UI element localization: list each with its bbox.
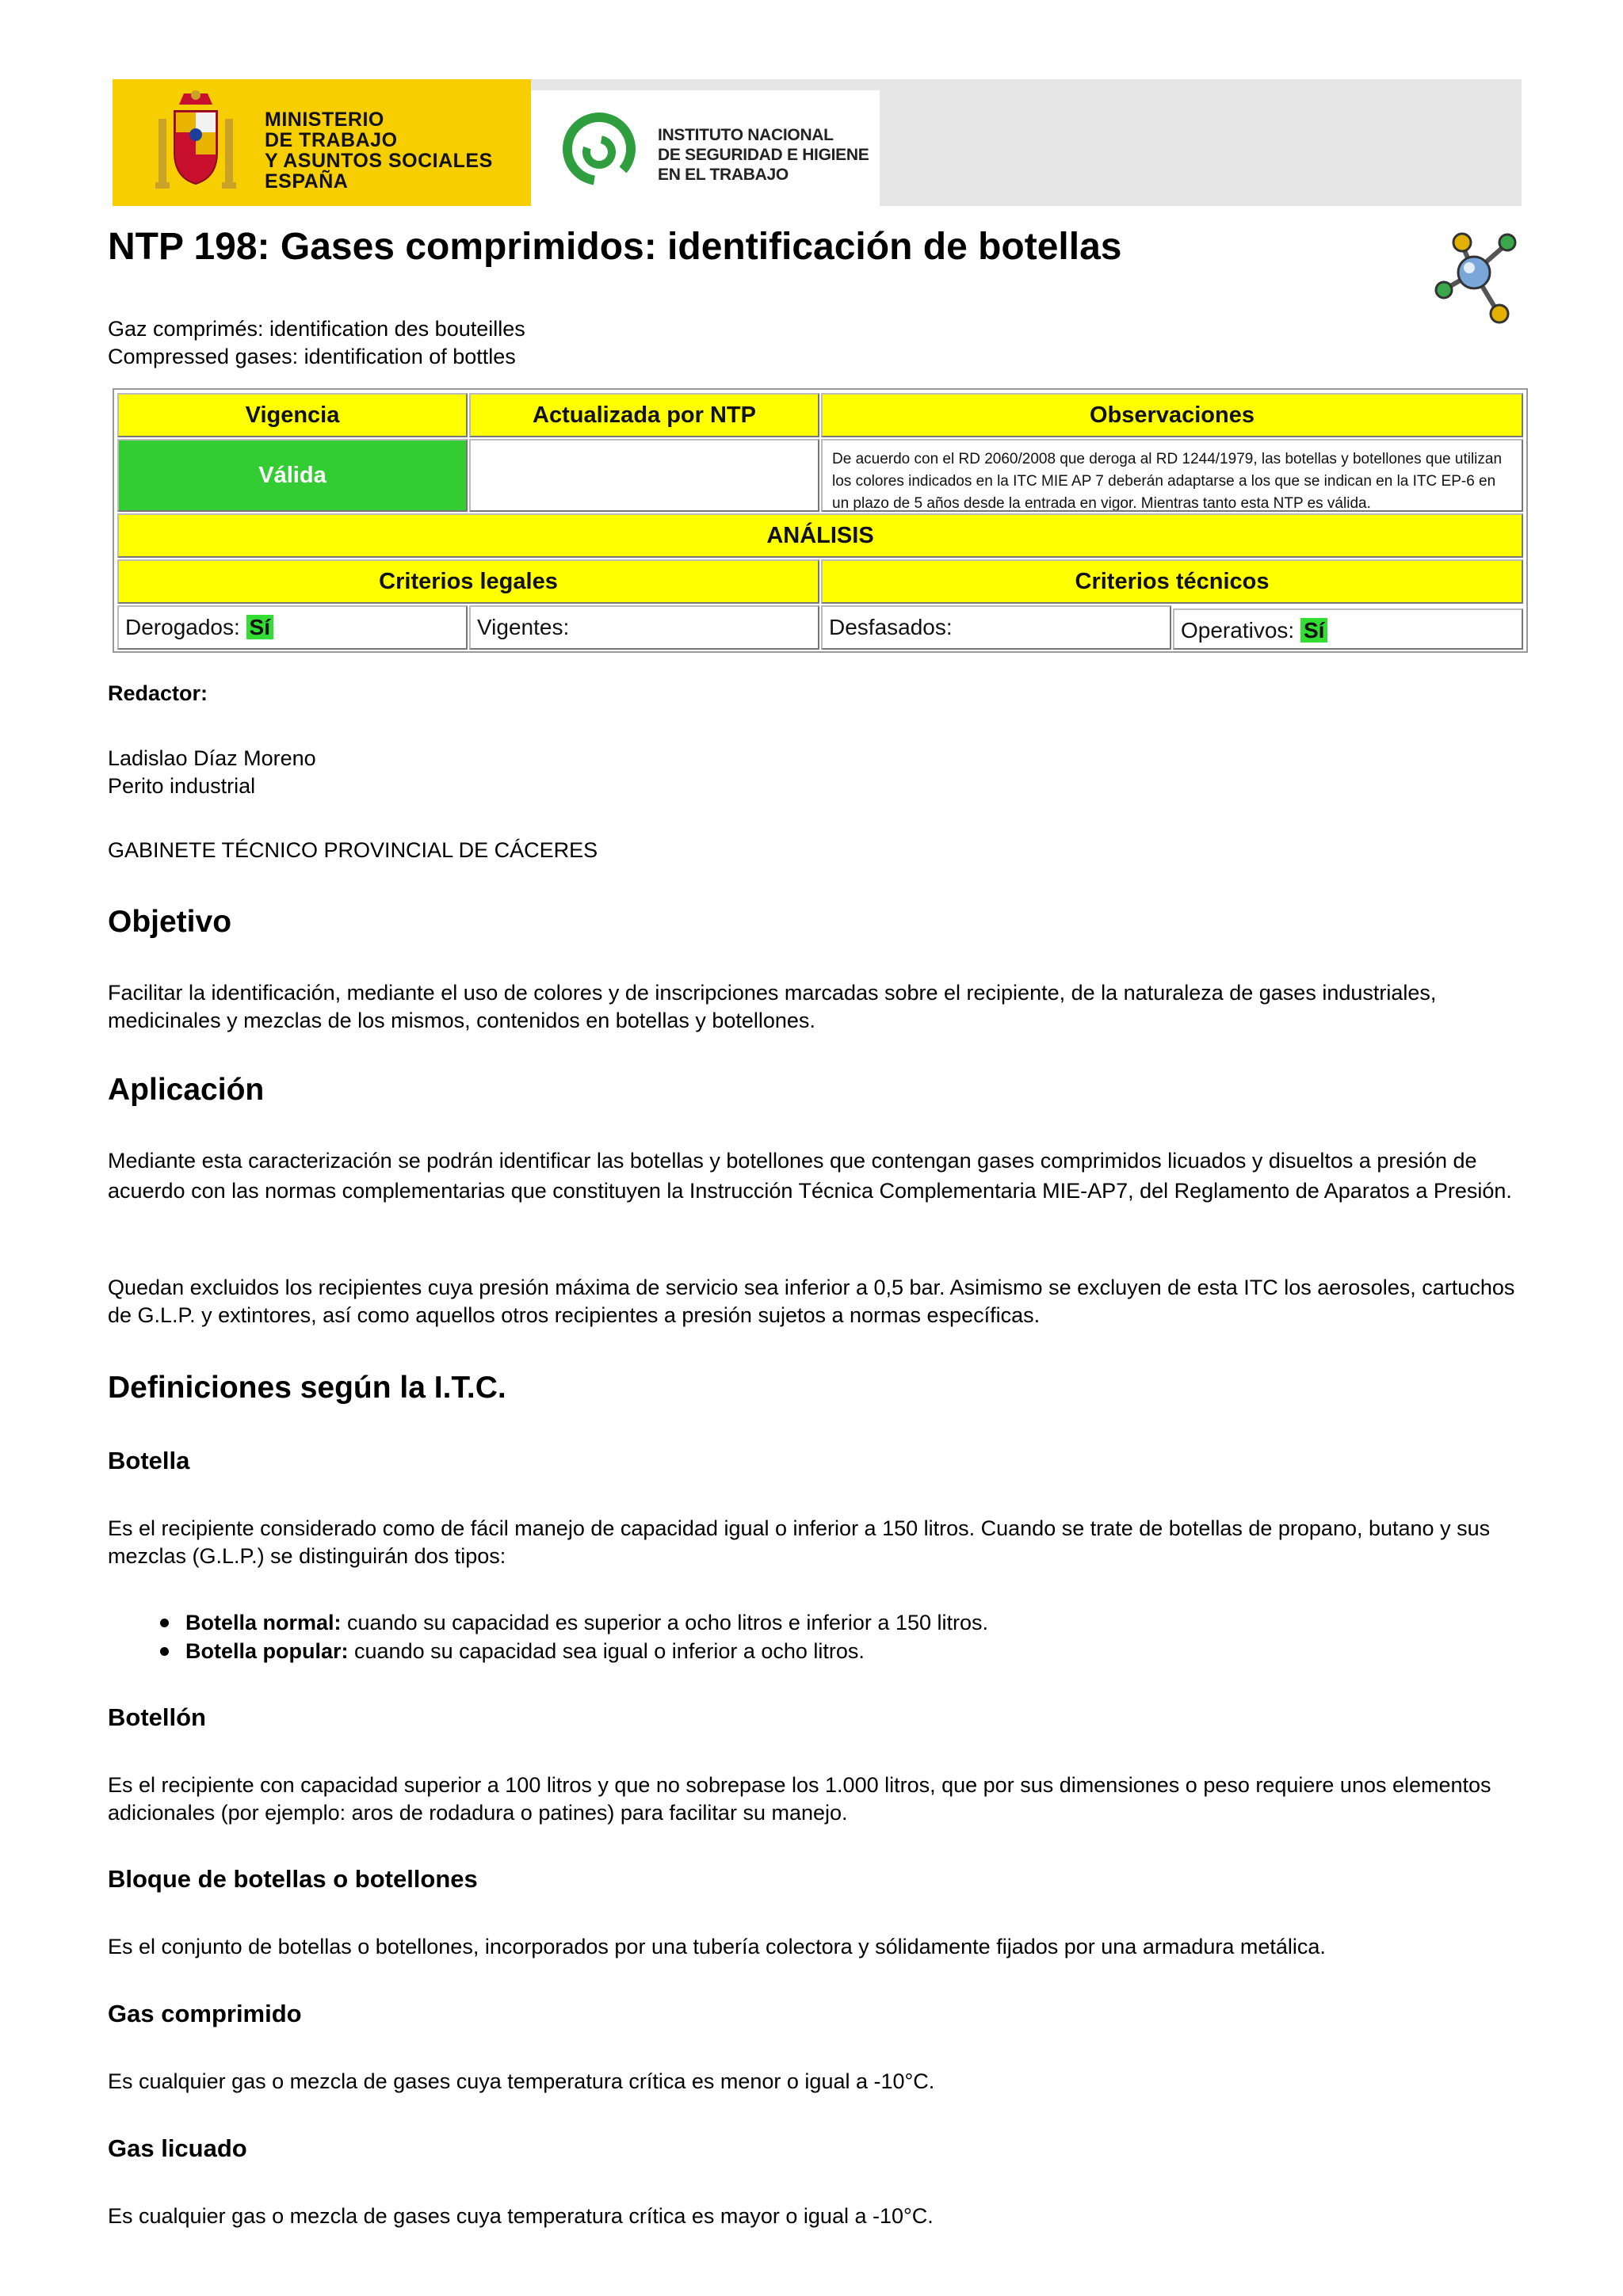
vigentes-cell	[469, 605, 819, 650]
bullet-icon	[160, 1647, 169, 1656]
list-item	[155, 1608, 988, 1637]
subtitle-french: Gaz comprimés: identification des bouteilles	[108, 317, 525, 341]
list-item	[155, 1637, 988, 1665]
author-role: Perito industrial	[108, 774, 256, 798]
header-actualizada: Actualizada por NTP	[469, 393, 819, 437]
list-item-term: Botella normal:	[185, 1611, 342, 1634]
bullet-icon	[160, 1619, 169, 1627]
derogados-cell	[117, 605, 468, 650]
vigencia-status: Válida	[117, 439, 468, 512]
molecule-icon	[1426, 225, 1529, 328]
gas-licuado-text: Es cualquier gas o mezcla de gases cuya temperatura crítica es mayor o igual a -10°C.	[108, 2204, 934, 2228]
ministry-name	[265, 109, 493, 192]
header-banner	[113, 79, 1522, 206]
observaciones-text: De acuerdo con el RD 2060/2008 que deroga al RD 1244/1979, las botellas y botellones que utilizan los colores indicados en la ITC MIE AP 7 deberán adaptarse a los que se indican en la ITC EP-6 en un plazo de 5 años desde la entrada en vigor. Mientras tanto esta NTP es válida.	[821, 439, 1523, 512]
institute-logo-icon	[561, 111, 637, 187]
subheading-botella: Botella	[108, 1447, 190, 1474]
criterios-tecnicos-header: Criterios técnicos	[821, 559, 1523, 604]
analisis-header: ANÁLISIS	[117, 513, 1523, 558]
ministry-logo-block	[113, 79, 531, 206]
status-table	[113, 388, 1528, 653]
actualizada-value	[469, 439, 819, 512]
page-title: NTP 198: Gases comprimidos: identificación de botellas	[108, 226, 1122, 268]
subheading-botellon: Botellón	[108, 1703, 206, 1731]
objetivo-text: Facilitar la identificación, mediante el uso de colores y de inscripciones marcadas sobre el recipiente, de la naturaleza de gases industriales, medicinales y mezclas de los mismos, contenidos en botellas y botellones.	[108, 981, 1437, 1032]
desfasados-label: Desfasados:	[829, 615, 953, 639]
aplicacion-paragraph-1: Mediante esta caracterización se podrán identificar las botellas y botellones que contengan gases comprimidos licuados y disueltos a presión de acuerdo con las normas complementarias que constituyen la Instrucción Técnica Complementaria MIE-AP7, del Reglamento de Aparatos a Presión.	[108, 1149, 1512, 1203]
section-heading-aplicacion: Aplicación	[108, 1073, 265, 1107]
bloque-text: Es el conjunto de botellas o botellones, incorporados por una tubería colectora y sólidamente fijados por una armadura metálica.	[108, 1935, 1326, 1958]
operativos-cell	[1173, 608, 1523, 650]
derogados-label: Derogados:	[125, 615, 240, 639]
ministry-line: MINISTERIO	[265, 109, 384, 131]
institute-line: DE SEGURIDAD E HIGIENE	[658, 146, 869, 164]
institute-name	[658, 125, 869, 185]
header-observaciones: Observaciones	[821, 393, 1523, 437]
botella-text: Es el recipiente considerado como de fácil manejo de capacidad igual o inferior a 150 litros. Cuando se trate de botellas de propano, butano y sus mezclas (G.L.P.) se distinguirán dos tipos:	[108, 1516, 1491, 1568]
list-item-term: Botella popular:	[185, 1639, 349, 1663]
subheading-gas-comprimido: Gas comprimido	[108, 2000, 302, 2027]
author-office: GABINETE TÉCNICO PROVINCIAL DE CÁCERES	[108, 838, 598, 862]
institute-logo-block	[531, 90, 880, 206]
section-heading-objetivo: Objetivo	[108, 905, 232, 939]
botella-types-list	[155, 1608, 988, 1665]
author-info	[108, 745, 1534, 800]
botellon-text: Es el recipiente con capacidad superior a 100 litros y que no sobrepase los 1.000 litros, que por sus dimensiones o peso requiere unos elementos adicionales (por ejemplo: aros de rodadura o patines) para facilitar su manejo.	[108, 1773, 1491, 1825]
section-heading-definiciones: Definiciones según la I.T.C.	[108, 1371, 506, 1405]
author-name: Ladislao Díaz Moreno	[108, 746, 316, 770]
subheading-bloque: Bloque de botellas o botellones	[108, 1865, 478, 1893]
desfasados-cell	[821, 605, 1171, 650]
ministry-line: ESPAÑA	[265, 170, 349, 193]
subheading-gas-licuado: Gas licuado	[108, 2134, 247, 2162]
coat-of-arms-icon	[152, 87, 239, 198]
subtitle-english: Compressed gases: identification of bottles	[108, 345, 516, 368]
vigentes-label: Vigentes:	[477, 615, 570, 639]
operativos-value: Sí	[1300, 618, 1327, 643]
derogados-value: Sí	[246, 615, 273, 639]
header-vigencia: Vigencia	[117, 393, 468, 437]
author-label: Redactor:	[108, 681, 208, 705]
gas-comprimido-text: Es cualquier gas o mezcla de gases cuya temperatura crítica es menor o igual a -10°C.	[108, 2069, 935, 2093]
operativos-label: Operativos:	[1181, 618, 1295, 643]
institute-line: INSTITUTO NACIONAL	[658, 126, 834, 144]
list-item-desc: cuando su capacidad sea igual o inferior a ocho litros.	[348, 1639, 865, 1663]
ministry-line: Y ASUNTOS SOCIALES	[265, 150, 493, 172]
institute-line: EN EL TRABAJO	[658, 166, 789, 184]
aplicacion-paragraph-2: Quedan excluidos los recipientes cuya presión máxima de servicio sea inferior a 0,5 bar. Asimismo se excluyen de esta ITC los aerosoles, cartuchos de G.L.P. y extintores, así como aquellos otros recipientes a presión sujetos a normas específicas.	[108, 1276, 1515, 1327]
alternate-titles	[108, 315, 525, 371]
criterios-legales-header: Criterios legales	[117, 559, 819, 604]
ministry-line: DE TRABAJO	[265, 129, 398, 151]
list-item-desc: cuando su capacidad es superior a ocho litros e inferior a 150 litros.	[341, 1611, 988, 1634]
